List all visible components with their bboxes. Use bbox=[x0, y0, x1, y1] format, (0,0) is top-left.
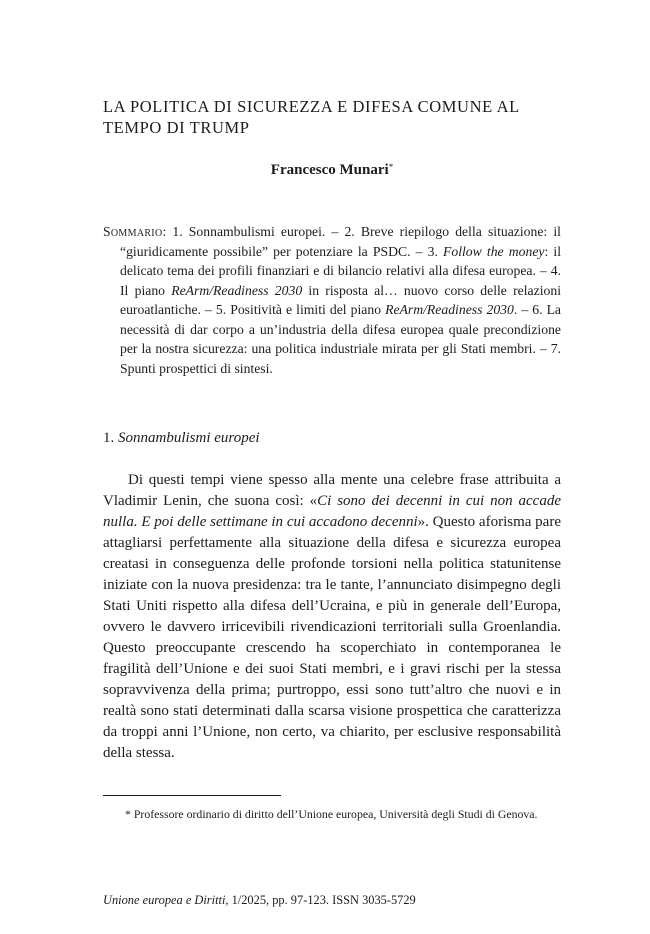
summary-italic-3: ReArm/Readiness 2030 bbox=[385, 302, 514, 317]
author-name bbox=[103, 162, 561, 179]
summary-italic-1: Follow the money bbox=[443, 243, 545, 259]
article-title: LA POLITICA DI SICUREZZA E DIFESA COMUNE AL TEMPO DI TRUMP bbox=[103, 97, 520, 137]
issn-label: ISSN bbox=[332, 893, 359, 907]
author-name-text: Francesco Munari bbox=[270, 162, 389, 178]
footnote-text: Professore ordinario di diritto dell’Unione europea, Università degli Studi di Genova. bbox=[130, 807, 538, 821]
lenin-quote: Ci sono dei decenni in cui non accade nulla. E poi delle settimane in cui accadono decenni bbox=[103, 493, 561, 530]
body-paragraph bbox=[103, 470, 561, 764]
paragraph-text-1: Di questi tempi viene spesso alla mente una celebre frase attribuita a Vladimir Lenin, che suona così: « bbox=[103, 472, 561, 509]
paragraph-text-2: ». Questo aforisma pare attagliarsi perfettamente alla situazione della difesa e sicurezza europea creatasi in conseguenza delle profonde torsioni nella politica statunitense iniziate con la nuova presidenza: tra le tante, l’annunciato disimpegno degli Stati Uniti rispetto alla difesa dell’Ucraina, e più in generale dell’Europa, ovvero le davvero irricevibili rivendicazioni territoriali sulla Groenlandia. Questo preoccupante crescendo ha scoperchiato in contemporanea le fragilità dell’Unione e dei suoi Stati membri, e i gravi rischi per la stessa sopravvivenza della prima; purtroppo, essi sono tutt’altro che nuovi e in realtà sono stati determinati dalla scarsa visione prospettica che caratterizza da troppi anni l’Unione, non certo, va chiarito, per esclusive responsabilità della stessa. bbox=[103, 514, 561, 761]
journal-details: , 1/2025, pp. 97-123. bbox=[225, 893, 333, 907]
section-heading bbox=[103, 430, 260, 447]
issn-number: 3035-5729 bbox=[358, 893, 416, 907]
summary-label: Sommario bbox=[103, 224, 163, 239]
section-number: 1. bbox=[103, 430, 118, 446]
footnote-divider bbox=[103, 795, 281, 796]
summary-text-1: : 1. Sonnambulismi europei. – 2. Breve riepilogo della situazione: il “giuridicamente possibile” per potenziare la PSDC. – 3. bbox=[120, 224, 561, 259]
summary-text-2: : il delicato tema dei profili finanziari e di bilancio relativi alla difesa europea. – 4. Il piano bbox=[120, 243, 561, 298]
journal-name: Unione europea e Diritti bbox=[103, 893, 226, 907]
footnote bbox=[103, 806, 561, 823]
summary-text-4: . – 6. La necessità di dar corpo a un’industria della difesa europea quale precondizione per la nostra sicurezza: una politica industriale mirata per gli Stati membri. – 7. Spunti prospettici di sintesi. bbox=[120, 302, 562, 376]
footnote-mark: * bbox=[125, 807, 131, 821]
journal-footer bbox=[103, 893, 561, 908]
summary bbox=[103, 222, 561, 378]
summary-italic-2: ReArm/Readiness 2030 bbox=[171, 282, 303, 298]
author-footnote-mark: * bbox=[388, 162, 394, 172]
section-title: Sonnambulismi europei bbox=[118, 430, 260, 446]
summary-text-3: in risposta al… nuovo corso delle relazioni euroatlantiche. – 5. Positività e limiti del piano bbox=[120, 282, 561, 317]
